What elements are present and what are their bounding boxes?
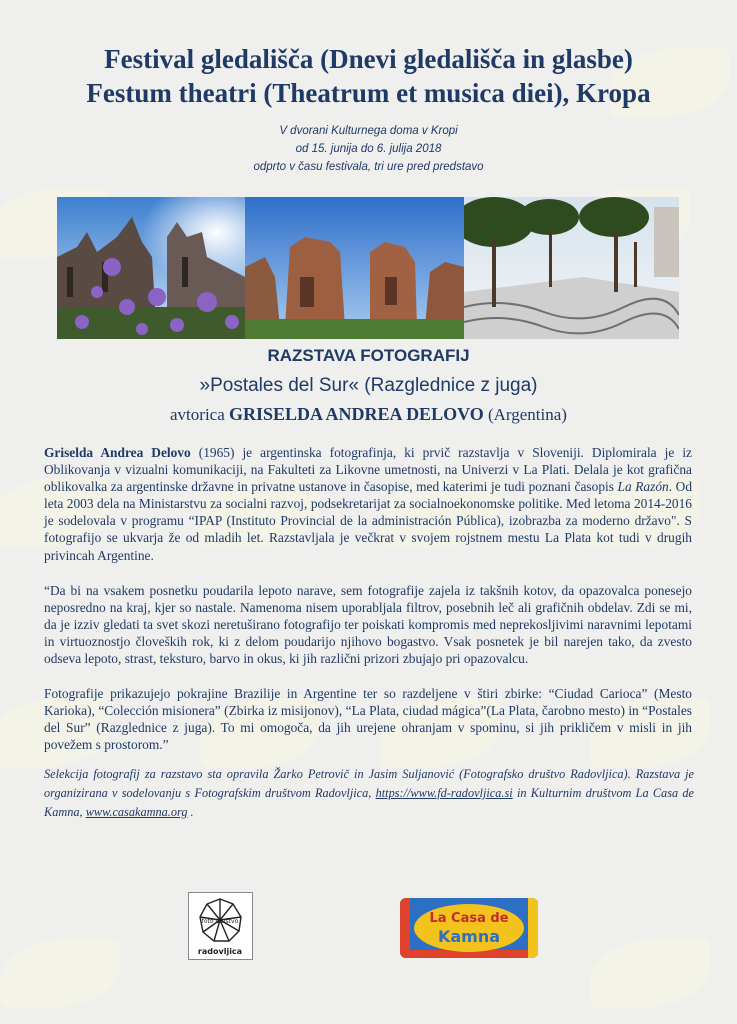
author-prefix: avtorica — [170, 405, 225, 424]
watermark-leaf — [580, 930, 730, 1020]
dates-text: od 15. junija do 6. julija 2018 — [295, 143, 442, 155]
author-name: GRISELDA ANDREA DELOVO — [229, 404, 484, 424]
exhibition-label: RAZSTAVA FOTOGRAFIJ — [267, 346, 470, 365]
bio-magazine: La Razón — [617, 479, 669, 495]
casakamna-link[interactable]: www.casakamna.org — [85, 805, 188, 819]
author-line — [0, 404, 737, 425]
logo-fd-bottom-text: radovljica — [197, 947, 243, 956]
title-line-2: Festum theatri (Theatrum et musica diei), Kropa — [86, 78, 651, 108]
fd-radovljica-link[interactable]: https://www.fd-radovljica.si — [375, 786, 513, 800]
bio-text-1: (1965) je argentinska fotografinja, ki prvič razstavlja v Sloveniji. Diplomirala je iz Oblikovanja v vizualni komunikaciji, na Fakulteti za Likovne umetnosti, na Univerzi v La Plati. Delala je kot grafična oblikovalka za argentinske državne in privatne ustanove in časopise, med katerimi je tudi poznani časopis — [44, 445, 692, 495]
la-casa-de-kamna-logo — [400, 898, 538, 958]
logo-fd-top-text: foto društvo — [201, 918, 239, 925]
exhibition-title: »Postales del Sur« (Razglednice z juga) — [199, 375, 538, 396]
bio-paragraph — [44, 444, 692, 564]
author-country: (Argentina) — [487, 405, 567, 424]
watermark-leaf — [0, 930, 140, 1020]
logo-casa-line-1: La Casa de — [429, 911, 509, 926]
photo-promenade — [464, 197, 679, 339]
venue-text: V dvorani Kulturnega doma v Kropi — [279, 125, 458, 137]
logo-casa-line-2: Kamna — [437, 927, 501, 946]
credits-paragraph — [44, 765, 694, 822]
foto-drustvo-radovljica-logo — [188, 892, 253, 960]
photo-cathedral — [57, 197, 245, 339]
photo-ruins — [245, 197, 464, 339]
quote-paragraph-1: “Da bi na vsakem posnetku poudarila lepoto narave, sem fotografije zajela iz takšnih kotov, da opazovalca ponesejo neposredno na kraj, kjer so nastale. Namenoma nisem uporabljala filtrov, posebnih leč ali grafičnih obdelav. Zdi se mi, da je izziv gledati ta svet skozi neretuširano fotografijo ter poiskati kompromis med neprekosljivimi naravnimi lepotami in virtuoznostjo človeških rok, ki z delom poudarijo njihovo bogastvo. Vsak posnetek je bil narejen tako, da zvesto odseva lepoto, strast, teksturo, barvo in okus, ki jih različni prizori zbujajo pri opazovalcu. — [44, 583, 692, 667]
bio-text-2: . Od leta 2003 dela na Ministarstvu za socialni razvoj, podsekretarijat za socialnoekonomske politike. Med letoma 2014-2016 je sodelovala v programu “IPAP (Instituto Provincial de la administración Pública), izobrazba za moderno državo". S fotografijo se ukvarja že od mladih let. Razstavljala je večkrat v svojem rojstnem mestu La Plata kot tudi v drugih privincah Argentine. — [44, 479, 693, 563]
credits-text-2: in Kulturnim društvom La Casa de Kamna, — [44, 786, 694, 819]
hours-text: odprto v času festivala, tri ure pred predstavo — [253, 161, 484, 173]
credits-text-1: Selekcija fotografij za razstavo sta opravila Žarko Petrovič in Jasim Suljanović (Fotografsko društvo Radovljica). Razstava je organizirana v sodelovanju s Fotografskim društvom Radovljica, — [44, 767, 694, 800]
bio-name: Griselda Andrea Delovo — [44, 445, 191, 460]
quote-paragraph-2: Fotografije prikazujejo pokrajine Brazilije in Argentine ter so razdeljene v štiri zbirke: “Ciudad Carioca” (Mesto Karioka), “Colección misionera” (Zbirka iz misijonov), “La Plata, ciudad mágica”(La Plata, čarobno mesto) in “Postales del Sur” (Razglednice z juga). To mi omogoča, da jih urejene ohranjam v spominu, si jih prikličem v misli in jih povežem s prostorom.” — [44, 686, 692, 753]
credits-text-3: . — [187, 805, 194, 819]
title-line-1: Festival gledališča (Dnevi gledališča in glasbe) — [104, 44, 633, 74]
